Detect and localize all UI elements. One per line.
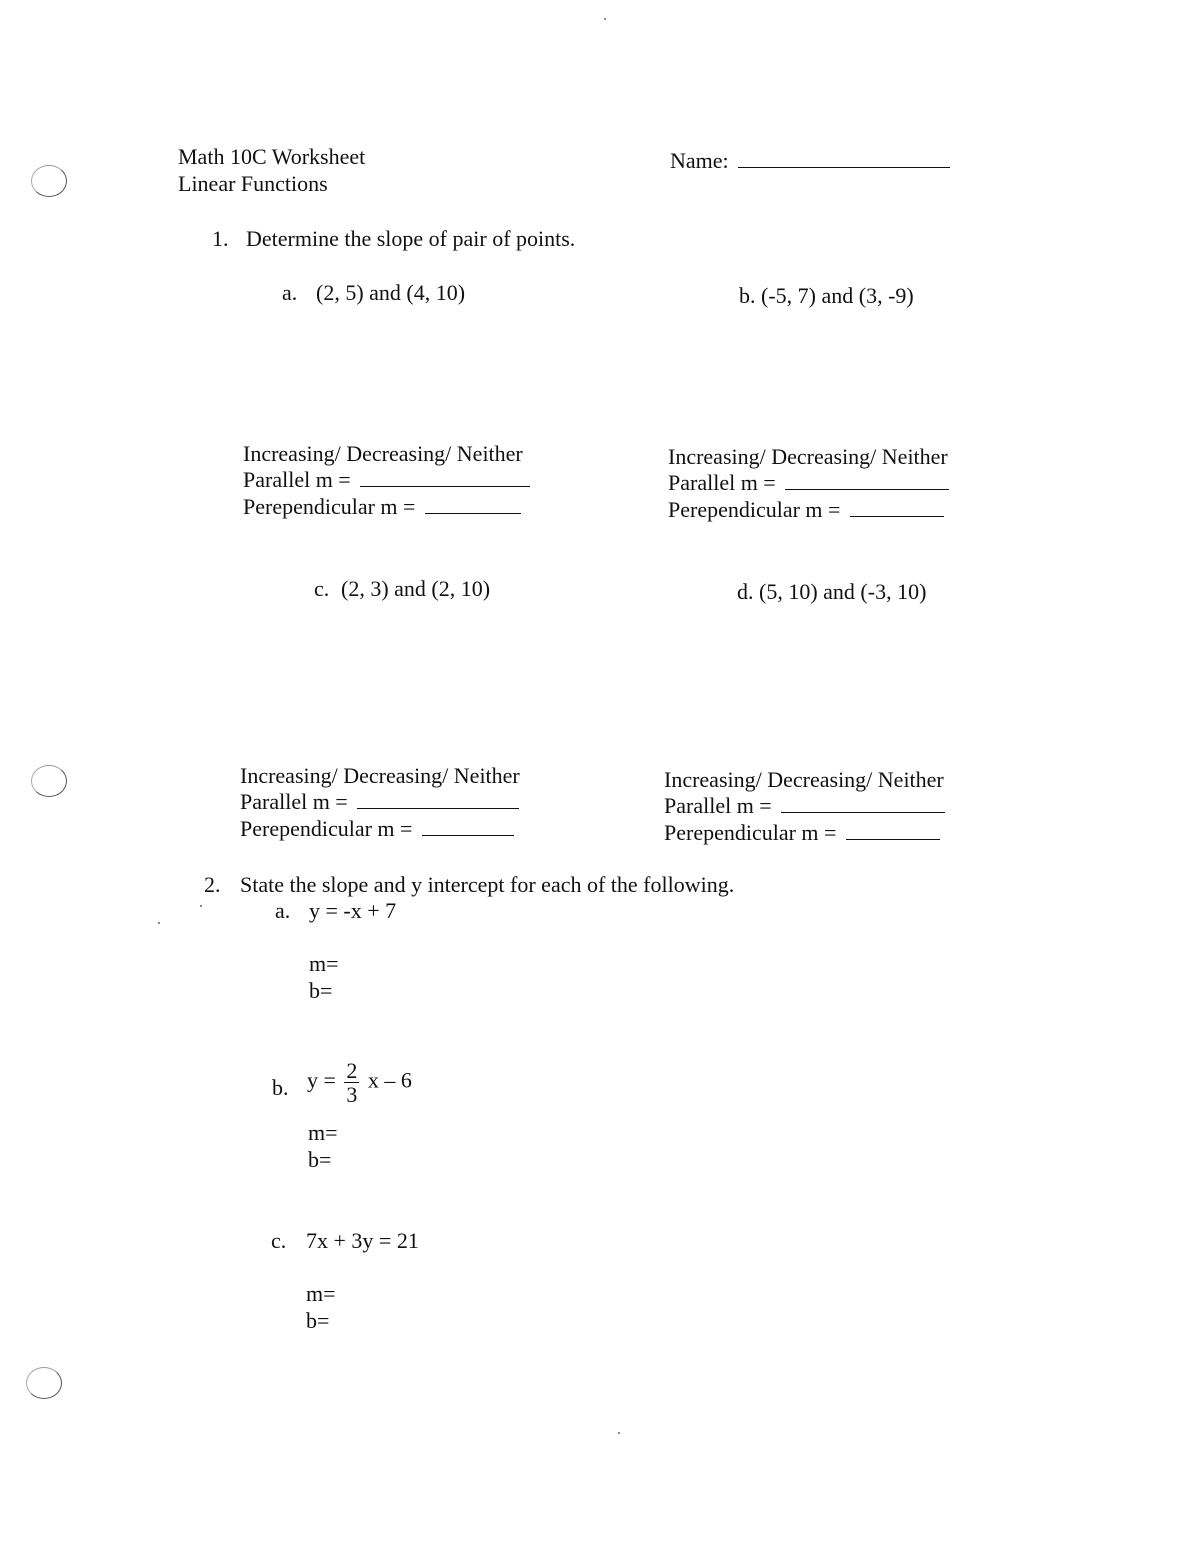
q1-prompt: Determine the slope of pair of points. — [246, 226, 576, 251]
q2-number: 2. — [204, 872, 221, 897]
parallel-label: Parallel m = — [240, 789, 348, 814]
course-title: Math 10C Worksheet — [178, 144, 366, 169]
binder-hole-top — [31, 165, 67, 197]
parallel-blank[interactable] — [785, 485, 949, 490]
perpendicular-blank[interactable] — [425, 509, 521, 514]
q2b-m-label[interactable]: m= — [308, 1120, 338, 1145]
q1a-perpendicular[interactable] — [243, 496, 521, 518]
q1b-choice[interactable]: Increasing/ Decreasing/ Neither — [668, 444, 948, 469]
q2c-m-label[interactable]: m= — [306, 1281, 336, 1306]
parallel-blank[interactable] — [357, 804, 519, 809]
parallel-blank[interactable] — [360, 482, 530, 487]
q2b-fraction — [344, 1059, 359, 1106]
q2b-b-label[interactable]: b= — [308, 1147, 332, 1172]
parallel-label: Parallel m = — [664, 793, 772, 818]
perpendicular-label: Perependicular m = — [668, 497, 841, 522]
parallel-label: Parallel m = — [243, 467, 351, 492]
scan-speck — [200, 905, 202, 907]
q1b-points: (-5, 7) and (3, -9) — [761, 283, 914, 308]
q2a-equation: y = -x + 7 — [309, 898, 397, 923]
scan-speck — [618, 1432, 620, 1434]
binder-hole-bottom — [26, 1367, 62, 1399]
q2b-lhs: y = — [307, 1067, 336, 1093]
q2a-m-label[interactable]: m= — [309, 951, 339, 976]
q2a-label: a. — [275, 898, 291, 923]
q2c-label: c. — [271, 1228, 287, 1253]
perpendicular-label: Perependicular m = — [243, 494, 416, 519]
q1a-parallel[interactable] — [243, 469, 530, 491]
perpendicular-label: Perependicular m = — [240, 816, 413, 841]
parallel-label: Parallel m = — [668, 470, 776, 495]
q1c-label: c. — [314, 576, 330, 601]
q1b-label: b. — [739, 283, 756, 308]
q1c-perpendicular[interactable] — [240, 818, 514, 840]
q1d-points: (5, 10) and (-3, 10) — [759, 579, 927, 604]
q1b-perpendicular[interactable] — [668, 499, 944, 521]
q2b-rhs: x – 6 — [367, 1067, 412, 1093]
perpendicular-blank[interactable] — [846, 835, 940, 840]
q2c-b-label[interactable]: b= — [306, 1308, 330, 1333]
q2b-denominator: 3 — [346, 1082, 358, 1108]
q1a-points: (2, 5) and (4, 10) — [316, 280, 466, 305]
scan-speck — [604, 18, 606, 20]
q2b-label: b. — [272, 1075, 289, 1100]
q1c-points: (2, 3) and (2, 10) — [341, 576, 491, 601]
q1-number: 1. — [212, 226, 229, 251]
scan-speck — [158, 922, 160, 924]
parallel-blank[interactable] — [781, 808, 945, 813]
q2a-b-label[interactable]: b= — [309, 978, 333, 1003]
q1a-choice[interactable]: Increasing/ Decreasing/ Neither — [243, 441, 523, 466]
q1c-parallel[interactable] — [240, 791, 519, 813]
q1b-parallel[interactable] — [668, 472, 949, 494]
topic-title: Linear Functions — [178, 171, 328, 196]
q1b-item — [739, 285, 914, 307]
q1d-parallel[interactable] — [664, 795, 945, 817]
q1d-item — [737, 581, 926, 603]
name-field[interactable] — [670, 150, 950, 172]
q2c-equation: 7x + 3y = 21 — [306, 1228, 419, 1253]
q1d-choice[interactable]: Increasing/ Decreasing/ Neither — [664, 767, 944, 792]
q1c-choice[interactable]: Increasing/ Decreasing/ Neither — [240, 763, 520, 788]
perpendicular-label: Perependicular m = — [664, 820, 837, 845]
name-label: Name: — [670, 148, 729, 173]
q2b-numerator: 2 — [346, 1058, 358, 1083]
q1d-perpendicular[interactable] — [664, 822, 940, 844]
perpendicular-blank[interactable] — [850, 512, 944, 517]
name-blank[interactable] — [738, 163, 950, 168]
binder-hole-middle — [31, 765, 67, 797]
q1d-label: d. — [737, 579, 754, 604]
q1a-label: a. — [282, 280, 298, 305]
perpendicular-blank[interactable] — [422, 831, 514, 836]
q2b-equation — [307, 1059, 412, 1106]
q2-prompt: State the slope and y intercept for each of the following. — [240, 872, 735, 897]
